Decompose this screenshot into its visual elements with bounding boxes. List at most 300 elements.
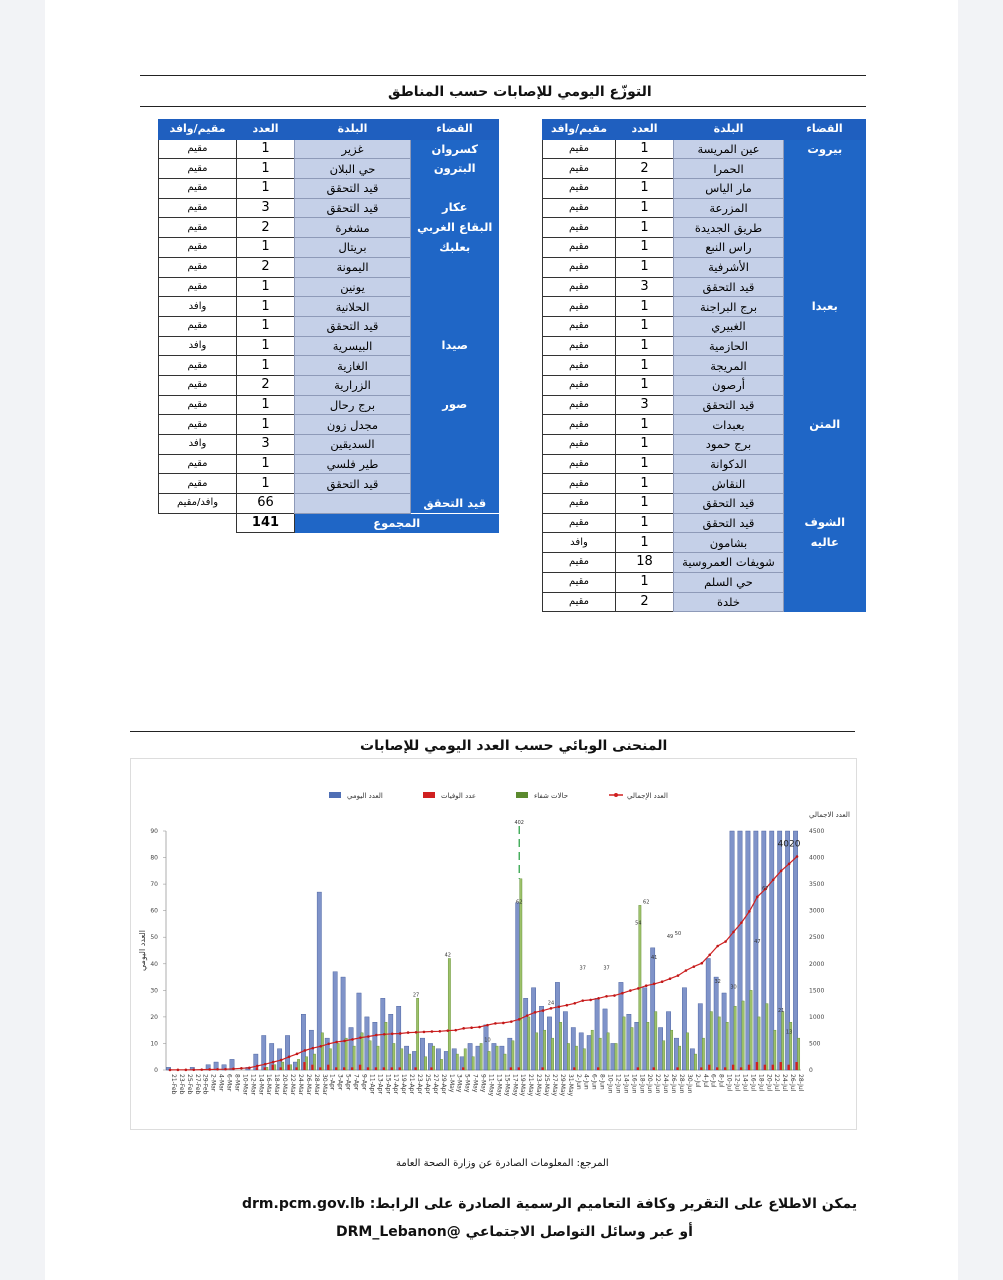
count-cell: 1 <box>616 435 674 455</box>
status-cell: مقيم <box>543 139 616 159</box>
death-bar <box>772 1065 774 1070</box>
x-tick-label: 26-Mar <box>304 1074 312 1096</box>
status-cell: مقيم <box>543 257 616 277</box>
status-cell: مقيم <box>543 159 616 179</box>
recovery-bar <box>567 1043 569 1070</box>
recovery-bar <box>575 1046 577 1070</box>
daily-bar <box>539 1006 543 1070</box>
daily-bar <box>523 998 527 1070</box>
recovery-bar <box>448 958 450 1070</box>
daily-bar <box>650 948 654 1070</box>
x-tick-label: 9-May <box>479 1074 487 1093</box>
x-tick-label: 27-Feb <box>193 1074 201 1095</box>
town-cell: بريتال <box>295 238 411 258</box>
x-tick-label: 14-Mar <box>257 1074 265 1096</box>
recovery-bar <box>583 1049 585 1070</box>
daily-bar <box>492 1043 496 1070</box>
town-cell: قيد التحقق <box>674 494 784 514</box>
bar-data-label: 10 <box>484 1037 491 1044</box>
daily-bar <box>730 831 737 1070</box>
cumulative-point <box>550 1007 553 1010</box>
source-note: المرجع: المعلومات الصادرة عن وزارة الصحة العامة <box>396 1158 609 1169</box>
y-right-tick-label: 3000 <box>809 907 825 915</box>
count-cell: 3 <box>616 395 674 415</box>
bar-data-label: 27 <box>412 992 420 999</box>
district-cell: بيروت <box>784 139 866 297</box>
town-cell: مجدل زون <box>295 415 411 435</box>
count-cell: 1 <box>237 395 295 415</box>
x-tick-label: 16-Jul <box>749 1074 757 1092</box>
x-tick-label: 20-Mar <box>281 1074 289 1096</box>
town-cell: برج رحال <box>295 395 411 415</box>
recovery-bar <box>631 1028 633 1070</box>
recovery-bar <box>408 1054 410 1070</box>
district-cell: البقاع الغربي <box>411 218 499 238</box>
count-cell: 2 <box>616 159 674 179</box>
count-cell: 1 <box>237 316 295 336</box>
cumulative-point <box>335 1041 338 1044</box>
x-tick-label: 7-May <box>471 1074 479 1093</box>
daily-bar <box>658 1028 662 1070</box>
district-cell: المتن <box>784 415 866 513</box>
daily-bar <box>674 1038 678 1070</box>
x-tick-label: 24-Jun <box>662 1074 670 1094</box>
recovery-bar <box>591 1030 593 1070</box>
recovery-bar <box>416 998 418 1070</box>
x-tick-label: 23-May <box>535 1074 543 1097</box>
bar-data-label: 32 <box>714 979 721 986</box>
recovery-bar <box>734 1006 736 1070</box>
town-cell: عين المريسة <box>674 139 784 159</box>
recovery-bar <box>535 1033 537 1070</box>
header-status: مقيم/وافد <box>159 120 237 140</box>
table-row <box>543 513 866 533</box>
x-tick-label: 3-Apr <box>336 1074 344 1091</box>
status-cell: وافد <box>543 533 616 553</box>
death-bar <box>756 1062 758 1070</box>
y-left-tick-label: 20 <box>150 1013 158 1021</box>
x-tick-label: 8-Jul <box>717 1074 725 1088</box>
x-tick-label: 5-May <box>463 1074 471 1093</box>
count-cell: 1 <box>616 494 674 514</box>
count-cell: 1 <box>616 139 674 159</box>
x-tick-label: 22-Jun <box>654 1074 662 1094</box>
recovery-bar <box>782 1012 784 1070</box>
status-cell: مقيم <box>543 277 616 297</box>
x-tick-label: 29-Feb <box>201 1074 209 1095</box>
cumulative-point <box>415 1031 418 1034</box>
recovery-bar <box>742 1001 744 1070</box>
daily-bar <box>746 831 750 1070</box>
death-bar <box>359 1065 361 1070</box>
daily-bar <box>793 831 797 1070</box>
table-row <box>159 159 499 179</box>
town-cell: طريق الجديدة <box>674 218 784 238</box>
cumulative-point <box>208 1068 211 1071</box>
cumulative-point <box>716 945 719 948</box>
status-cell: مقيم <box>543 395 616 415</box>
district-cell: عكار <box>411 198 499 218</box>
chart-rule-top <box>130 731 855 732</box>
daily-bar <box>333 972 337 1070</box>
status-cell: مقيم <box>543 494 616 514</box>
cumulative-point <box>605 995 608 998</box>
cumulative-point <box>288 1056 291 1059</box>
town-cell: الغازية <box>295 356 411 376</box>
bar-data-label: 37 <box>603 965 610 972</box>
count-cell: 1 <box>237 474 295 494</box>
town-cell: برج حمود <box>674 435 784 455</box>
recovery-bar <box>710 1012 712 1070</box>
x-tick-label: 21-Apr <box>408 1074 416 1095</box>
header-town: البلدة <box>295 120 411 140</box>
status-cell: مقيم <box>543 513 616 533</box>
death-bar <box>518 1067 520 1070</box>
count-cell: 1 <box>616 238 674 258</box>
district-cell: الشوف <box>784 513 866 533</box>
legend-swatch-1 <box>423 792 435 798</box>
status-cell: مقيم <box>159 277 237 297</box>
death-bar <box>303 1062 305 1070</box>
recovery-bar <box>647 1022 649 1070</box>
x-tick-label: 22-Jul <box>773 1074 781 1092</box>
town-cell: بعبدات <box>674 415 784 435</box>
status-cell: مقيم <box>543 415 616 435</box>
x-tick-label: 10-Jun <box>606 1074 614 1094</box>
district-cell: قيد التحقق <box>411 494 499 514</box>
x-tick-label: 9-Apr <box>360 1074 368 1091</box>
town-cell: الزرارية <box>295 375 411 395</box>
daily-bar <box>531 988 535 1070</box>
count-cell: 1 <box>616 356 674 376</box>
x-tick-label: 11-May <box>487 1074 495 1097</box>
recovery-bar <box>559 1022 561 1070</box>
table-row <box>543 297 866 317</box>
cumulative-point <box>224 1068 227 1071</box>
district-cell: صور <box>411 395 499 493</box>
y-left-tick-label: 70 <box>150 881 158 889</box>
legend-label-0: العدد اليومي <box>347 792 383 800</box>
recovery-bar <box>543 1030 545 1070</box>
death-bar <box>351 1067 353 1070</box>
daily-bar <box>389 1014 393 1070</box>
town-cell: راس النبع <box>674 238 784 258</box>
daily-bar <box>412 1051 416 1070</box>
cumulative-point <box>780 870 783 873</box>
daily-bar <box>611 1043 615 1070</box>
count-cell: 1 <box>616 198 674 218</box>
y-right-tick-label: 3500 <box>809 881 825 889</box>
header-count: العدد <box>237 120 295 140</box>
y-right-tick-label: 500 <box>809 1040 821 1048</box>
daily-bar <box>444 1051 448 1070</box>
district-cell: عاليه <box>784 533 866 612</box>
town-cell: قيد التحقق <box>674 277 784 297</box>
count-cell: 1 <box>237 179 295 199</box>
daily-bar <box>301 1014 305 1070</box>
recovery-bar <box>551 1038 553 1070</box>
cumulative-point <box>732 931 735 934</box>
bar-data-label: 30 <box>730 984 737 991</box>
daily-bar <box>595 998 599 1070</box>
x-tick-label: 27-Apr <box>431 1074 439 1095</box>
town-cell: قيد التحقق <box>295 179 411 199</box>
count-cell: 2 <box>237 375 295 395</box>
status-cell: مقيم <box>543 553 616 573</box>
death-bar <box>327 1065 329 1070</box>
y-right-axis-title: العدد الاجمالي <box>809 811 850 819</box>
death-bar <box>748 1065 750 1070</box>
daily-bar <box>762 831 769 1070</box>
recovery-bar <box>401 1049 403 1070</box>
cumulative-point <box>391 1032 394 1035</box>
x-tick-label: 14-Jul <box>741 1074 749 1092</box>
left-regions-table <box>158 119 499 533</box>
daily-bar <box>500 1046 504 1070</box>
bar-data-label: 54 <box>635 920 642 927</box>
cumulative-point <box>375 1034 378 1037</box>
y-left-tick-label: 40 <box>150 960 158 968</box>
table-row <box>159 494 499 514</box>
status-cell: مقيم <box>543 238 616 258</box>
death-bar <box>343 1067 345 1070</box>
daily-bar <box>508 1038 512 1070</box>
y-right-tick-label: 1000 <box>809 1013 825 1021</box>
cumulative-point <box>542 1009 545 1012</box>
cumulative-point <box>693 965 696 968</box>
count-cell: 3 <box>237 435 295 455</box>
recovery-bar <box>623 1017 625 1070</box>
cumulative-point <box>240 1067 243 1070</box>
y-left-tick-label: 80 <box>150 854 158 862</box>
x-tick-label: 4-Mar <box>217 1074 225 1092</box>
x-tick-label: 30-Jun <box>685 1074 693 1094</box>
status-cell: وافد/مقيم <box>159 494 237 514</box>
cumulative-point <box>558 1005 561 1008</box>
y-left-tick-label: 50 <box>150 934 158 942</box>
x-tick-label: 18-Mar <box>273 1074 281 1096</box>
x-tick-label: 6-Jun <box>590 1074 598 1090</box>
recovery-bar <box>377 1046 379 1070</box>
cumulative-point <box>613 994 616 997</box>
daily-bar <box>420 1038 424 1070</box>
town-cell: طير فلسي <box>295 454 411 474</box>
chart-section-title: المنحنى الوبائي حسب العدد اليومي للإصابات <box>360 738 668 754</box>
death-bar <box>795 1062 797 1070</box>
bar-data-label: 37 <box>579 965 586 972</box>
status-cell: مقيم <box>543 198 616 218</box>
footer-social-line: أو عبر وسائل التواصل الاجتماعي @DRM_Lebanon <box>336 1224 693 1240</box>
death-bar <box>708 1065 710 1070</box>
district-cell: البترون <box>411 159 499 198</box>
x-tick-label: 25-May <box>543 1074 551 1097</box>
x-tick-label: 6-Mar <box>225 1074 233 1092</box>
town-cell: قيد التحقق <box>674 513 784 533</box>
cumulative-point <box>772 878 775 881</box>
daily-bar <box>698 1004 702 1070</box>
total-row <box>159 513 499 533</box>
bar-data-label: 24 <box>547 1000 555 1007</box>
town-cell: مار الياس <box>674 179 784 199</box>
cumulative-point <box>407 1031 410 1034</box>
recovery-bar <box>670 1030 672 1070</box>
recovery-bar <box>686 1033 688 1070</box>
town-cell: قيد التحقق <box>295 316 411 336</box>
recovery-bar <box>718 1017 720 1070</box>
y-right-tick-label: 2500 <box>809 934 825 942</box>
count-cell: 1 <box>237 356 295 376</box>
x-tick-label: 2-Jun <box>574 1074 582 1090</box>
death-bar <box>280 1067 282 1070</box>
status-cell: مقيم <box>543 336 616 356</box>
town-cell: النقاش <box>674 474 784 494</box>
recovery-bar <box>393 1043 395 1070</box>
x-tick-label: 17-May <box>511 1074 519 1097</box>
x-tick-label: 27-May <box>550 1074 558 1097</box>
daily-bar <box>349 1028 353 1070</box>
cumulative-point <box>232 1068 235 1071</box>
daily-bar <box>452 1049 456 1070</box>
status-cell: مقيم <box>159 139 237 159</box>
death-bar <box>414 1067 416 1070</box>
town-cell: الحلانية <box>295 297 411 317</box>
status-cell: وافد <box>159 336 237 356</box>
x-tick-label: 7-Apr <box>352 1074 360 1091</box>
death-bar <box>375 1067 377 1070</box>
x-tick-label: 25-Feb <box>185 1074 193 1095</box>
town-cell: بشامون <box>674 533 784 553</box>
cumulative-point <box>653 983 656 986</box>
district-cell: بعلبك <box>411 238 499 336</box>
x-tick-label: 22-Mar <box>289 1074 297 1096</box>
x-tick-label: 2-Mar <box>209 1074 217 1092</box>
header-town: البلدة <box>674 120 784 140</box>
legend-swatch-total-marker <box>614 793 618 797</box>
cumulative-point <box>518 1018 521 1021</box>
death-bar <box>256 1067 258 1070</box>
table-row <box>543 139 866 159</box>
daily-bar <box>690 1049 694 1070</box>
x-tick-label: 19-Apr <box>400 1074 408 1095</box>
cumulative-point <box>685 969 688 972</box>
x-tick-label: 28-Jun <box>677 1074 685 1094</box>
cumulative-point <box>581 999 584 1002</box>
count-cell: 1 <box>616 415 674 435</box>
daily-bar <box>436 1049 440 1070</box>
legend-swatch-0 <box>329 792 341 798</box>
cumulative-point <box>367 1035 370 1038</box>
cumulative-point <box>677 974 680 977</box>
header-district: القضاء <box>784 120 866 140</box>
cumulative-point <box>526 1014 529 1017</box>
death-bar <box>676 1067 678 1070</box>
cumulative-point <box>645 984 648 987</box>
y-left-tick-label: 90 <box>150 828 158 835</box>
y-right-tick-label: 4500 <box>809 828 825 835</box>
recovery-bar <box>440 1059 442 1070</box>
recovery-bar <box>678 1046 680 1070</box>
x-tick-label: 26-Jun <box>670 1074 678 1094</box>
x-tick-label: 20-Jun <box>646 1074 654 1094</box>
x-tick-label: 4-Jul <box>701 1074 709 1088</box>
daily-bar <box>666 1012 670 1070</box>
daily-bar <box>738 831 742 1070</box>
town-cell: غزير <box>295 139 411 159</box>
x-tick-label: 24-Jul <box>781 1074 789 1092</box>
death-bar <box>724 1067 726 1070</box>
count-cell: 1 <box>616 454 674 474</box>
x-tick-label: 12-Mar <box>249 1074 257 1096</box>
town-cell: خلدة <box>674 592 784 612</box>
town-cell: الدكوانة <box>674 454 784 474</box>
table-row <box>543 415 866 435</box>
count-cell: 1 <box>616 375 674 395</box>
x-tick-label: 14-Jun <box>622 1074 630 1094</box>
status-cell: مقيم <box>159 474 237 494</box>
recovery-bar <box>655 1012 657 1070</box>
daily-bar <box>317 892 321 1070</box>
death-bar <box>740 1067 742 1070</box>
status-cell: مقيم <box>159 356 237 376</box>
page-title: التوزّع اليومي للإصابات حسب المناطق <box>388 84 652 100</box>
y-right-tick-label: 1500 <box>809 987 825 995</box>
cumulative-point <box>788 863 791 866</box>
status-cell: مقيم <box>159 159 237 179</box>
town-cell: برج البراجنة <box>674 297 784 317</box>
cumulative-point <box>264 1063 267 1066</box>
recovery-bar <box>424 1057 426 1070</box>
count-cell: 1 <box>616 257 674 277</box>
daily-bar <box>579 1033 583 1070</box>
status-cell: وافد <box>159 435 237 455</box>
death-bar <box>700 1067 702 1070</box>
death-bar <box>510 1067 512 1070</box>
x-tick-label: 31-May <box>566 1074 574 1097</box>
count-cell: 1 <box>237 159 295 179</box>
cumulative-point <box>661 980 664 983</box>
cumulative-point <box>748 910 751 913</box>
recovery-bar <box>662 1041 664 1070</box>
cumulative-point <box>216 1068 219 1071</box>
table-row <box>159 395 499 415</box>
status-cell: مقيم <box>543 179 616 199</box>
table-row <box>159 336 499 356</box>
count-cell: 1 <box>616 474 674 494</box>
death-bar <box>430 1067 432 1070</box>
daily-bar <box>571 1028 575 1070</box>
town-cell: الحازمية <box>674 336 784 356</box>
bar-data-label: 47 <box>754 939 761 946</box>
death-bar <box>573 1067 575 1070</box>
town-cell: شويفات العمروسية <box>674 553 784 573</box>
legend-label-2: حالات شفاء <box>534 792 569 800</box>
recovery-bar <box>496 1046 498 1070</box>
count-cell: 2 <box>237 257 295 277</box>
title-rule-bottom <box>140 106 866 107</box>
town-cell: المزرعة <box>674 198 784 218</box>
x-tick-label: 2-Jul <box>693 1074 701 1088</box>
x-tick-label: 13-Apr <box>376 1074 384 1095</box>
status-cell: مقيم <box>159 395 237 415</box>
status-cell: مقيم <box>543 572 616 592</box>
cumulative-point <box>478 1026 481 1029</box>
cumulative-point <box>359 1036 362 1039</box>
daily-bar <box>587 1035 591 1070</box>
daily-bar <box>516 903 520 1070</box>
x-tick-label: 12-Jun <box>614 1074 622 1094</box>
status-cell: مقيم <box>159 179 237 199</box>
x-tick-label: 10-Mar <box>241 1074 249 1096</box>
